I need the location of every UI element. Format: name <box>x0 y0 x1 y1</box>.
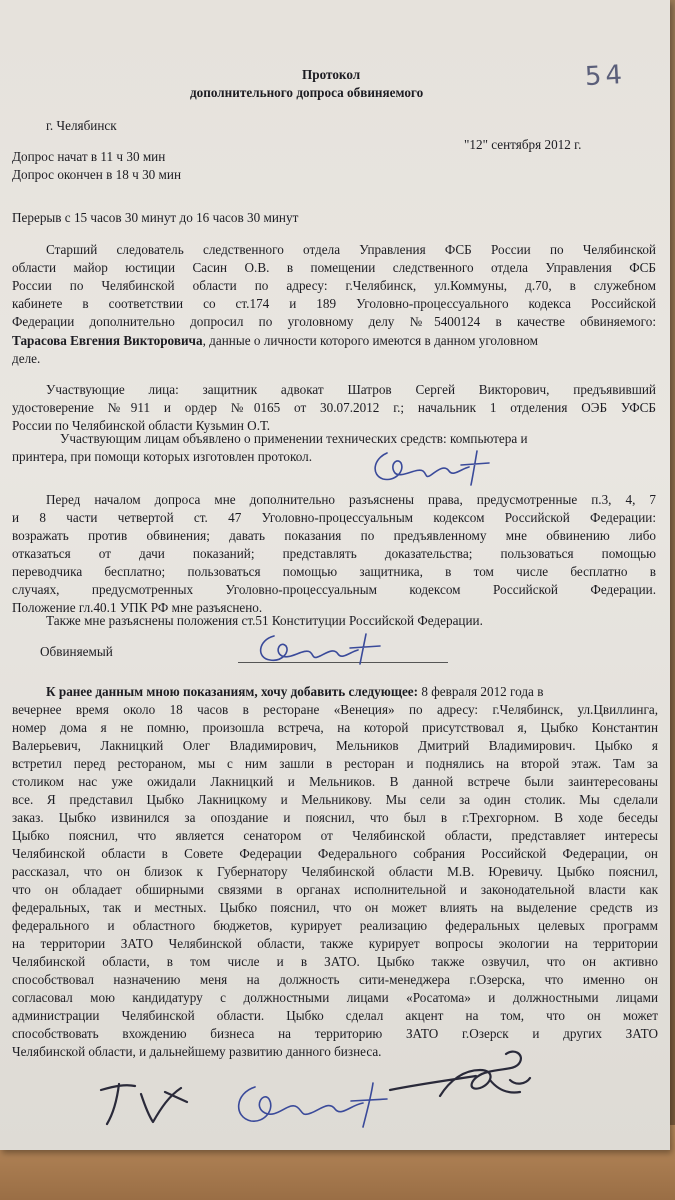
testimony-line: Валерьевич, Лакницкий Олег Владимирович, Мельников Дмитрий Владимирович. Цыбко я <box>12 738 658 753</box>
interrogation-break: Перерыв с 15 часов 30 минут до 16 часов 30 минут <box>12 210 299 225</box>
accused-name-line <box>12 332 538 349</box>
testimony-line: вечернее время около 18 часов в ресторане «Венеция» по адресу: г.Челябинск, ул.Цвиллинга, <box>12 702 658 717</box>
intro-line: Федерации дополнительно допросил по уголовному делу №5400124 в качестве обвиняемого: <box>12 314 656 329</box>
intro-line: Старший следователь следственного отдела Управления ФСБ России по Челябинской <box>46 242 656 257</box>
interrogation-end: Допрос окончен в 18 ч 30 мин <box>12 167 182 182</box>
participants-line: удостоверение №911 и ордер №0165 от 30.07.2012 г.; начальник 1 отделения ОЭБ УФСБ <box>12 400 656 415</box>
rights-line: Положение гл.40.1 УПК РФ мне разъяснено. <box>12 600 263 615</box>
testimony-line: Челябинской области, и дальнейшему развитию данного бизнеса. <box>12 1044 382 1059</box>
testimony-line: рассказал, что он близок к Губернатору Челябинской области М.В. Юревичу. Цыбко пояснил, <box>12 864 658 879</box>
testimony-line: столиком нас уже ожидали Лакницкий и Мельников. В данной встрече были заинтересованы <box>12 774 658 789</box>
rights-line: отказаться от дачи показаний; представлять доказательства; пользоваться помощью <box>12 546 656 561</box>
testimony-first-line <box>46 683 543 700</box>
testimony-line: номер дома я не помню, произошла встреча, на которой присутствовал я, Цыбко Константин <box>12 720 658 735</box>
signature-defender <box>95 1072 205 1132</box>
constitution-line: Также мне разъяснены положения ст.51 Конституции Российской Федерации. <box>46 613 483 628</box>
testimony-line: федеральных, так и местных. Цыбко пояснил, что он может влиять на выделение средств из <box>12 900 658 915</box>
place: г. Челябинск <box>46 118 117 133</box>
rights-line: переводчика бесплатно; пользоваться помощью защитника, в том числе бесплатно в <box>12 564 656 579</box>
testimony-line: на территории ЗАТО Челябинской области, также курирует вопросы экологии на территории <box>12 936 658 951</box>
testimony-line: встретил перед рестораном, мы с ним зашли в ресторан и поднялись на второй этаж. Там за <box>12 756 658 771</box>
testimony-lead-rest: 8 февраля 2012 года в <box>418 684 544 699</box>
document-title: Протокол <box>302 67 361 82</box>
accused-label: Обвиняемый <box>40 644 113 659</box>
testimony-line: согласовал мою кандидатуру с должностными лицами «Росатома» и должностными лицами <box>12 990 658 1005</box>
signature-officer <box>380 1040 540 1110</box>
page-number-handwritten: 54 <box>584 59 627 93</box>
rights-line: возражать против обвинения; давать показания по предъявленному мне обвинению либо <box>12 528 656 543</box>
signature-accused-3 <box>225 1075 395 1135</box>
testimony-line: заказ. Цыбко извинился за опоздание и пояснил, что был в г.Трехгорном. В ходе беседы <box>12 810 658 825</box>
testimony-line: федерального и областного бюджетов, курирует реализацию федеральных целевых программ <box>12 918 658 933</box>
technical-line: принтера, при помощи которых изготовлен протокол. <box>12 449 313 464</box>
testimony-line: способствовал назначению меня на должность сити-менеджера г.Озерска, что именно он <box>12 972 658 987</box>
interrogation-start: Допрос начат в 11 ч 30 мин <box>12 149 166 164</box>
testimony-lead: К ранее данным мною показаниям, хочу добавить следующее: <box>46 684 419 699</box>
signature-accused-1 <box>365 445 505 490</box>
document-date: "12" сентября 2012 г. <box>464 137 582 152</box>
testimony-line: все. Я представил Цыбко Лакницкому и Мельникову. Мы сели за один столик. Мы сделали <box>12 792 658 807</box>
rights-line: Перед началом допроса мне дополнительно разъяснены права, предусмотренные п.3, 4, 7 <box>46 492 656 507</box>
intro-line: деле. <box>12 351 41 366</box>
intro-line: России по Челябинской области по адресу: г.Челябинск, ул.Коммуны, д.70, в служебном <box>12 278 656 293</box>
rights-line: случаях, предусмотренных Уголовно-процессуальным кодексом Российской Федерации. <box>12 582 656 597</box>
document-subtitle: дополнительного допроса обвиняемого <box>190 85 424 100</box>
testimony-line: что он обладает обширными связями в органах исполнительной и законодательной власти как <box>12 882 658 897</box>
intro-line: кабинете в соответствии со ст.174 и 189 Уголовно-процессуального кодекса Российской <box>12 296 656 311</box>
testimony-line: администрации Челябинской области. Цыбко сделал акцент на том, что он может <box>12 1008 658 1023</box>
testimony-line: Челябинской области, в том числе и в ЗАТО. Цыбко также озвучил, что он активно <box>12 954 658 969</box>
accused-name-rest: , данные о личности которого имеются в данном уголовном <box>202 333 538 348</box>
testimony-line: Цыбко пояснил, что является сенатором от Челябинской области, представляет интересы <box>12 828 658 843</box>
participants-line: Участвующие лица: защитник адвокат Шатров Сергей Викторович, предъявивший <box>46 382 656 397</box>
intro-line: области майор юстиции Сасин О.В. в помещении следственного отдела Управления ФСБ <box>12 260 656 275</box>
accused-name: Тарасова Евгения Викторовича <box>12 333 203 348</box>
testimony-line: Челябинской области в Совете Федерации Федерального собрания Российской Федерации, он <box>12 846 658 861</box>
testimony-line: способствовать вхождению бизнеса на территорию ЗАТО г.Озерск и других ЗАТО <box>12 1026 658 1041</box>
signature-accused-2 <box>250 630 400 670</box>
participants-line: России по Челябинской области Кузьмин О.Т. <box>12 418 271 433</box>
technical-line: Участвующим лицам объявлено о применении технических средств: компьютера и <box>60 431 528 446</box>
rights-line: и 8 части четвертой ст. 47 Уголовно-процессуальным кодексом Российской Федерации: <box>12 510 656 525</box>
